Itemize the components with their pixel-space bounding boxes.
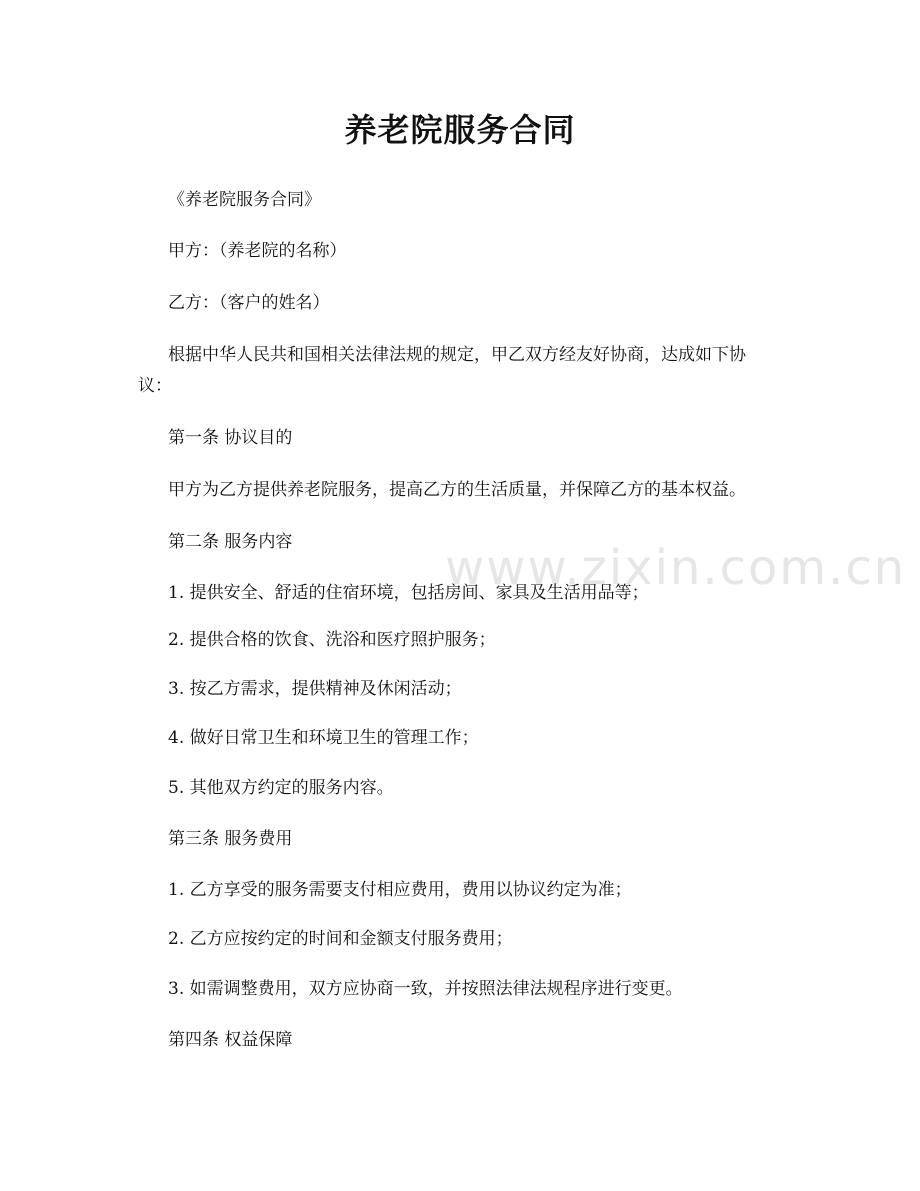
contract-name-line: 《养老院服务合同》	[168, 190, 321, 210]
watermark: www.zixin.com.cn	[445, 540, 907, 596]
article-2-heading: 第二条 服务内容	[168, 532, 293, 552]
article-1-body: 甲方为乙方提供养老院服务，提高乙方的生活质量，并保障乙方的基本权益。	[168, 480, 746, 500]
article-3-item-3: 3. 如需调整费用，双方应协商一致，并按照法律法规程序进行变更。	[168, 979, 683, 999]
article-2-item-1: 1. 提供安全、舒适的住宿环境，包括房间、家具及生活用品等；	[168, 583, 649, 603]
article-2-item-4: 4. 做好日常卫生和环境卫生的管理工作；	[168, 728, 479, 748]
article-1-heading: 第一条 协议目的	[168, 428, 293, 448]
document-title: 养老院服务合同	[344, 111, 576, 149]
article-3-heading: 第三条 服务费用	[168, 829, 293, 849]
party-a-line: 甲方：（养老院的名称）	[168, 241, 347, 261]
article-2-item-5: 5. 其他双方约定的服务内容。	[168, 778, 394, 798]
article-3-item-2: 2. 乙方应按约定的时间和金额支付服务费用；	[168, 929, 513, 949]
party-b-line: 乙方：（客户的姓名）	[168, 293, 330, 313]
article-3-item-1: 1. 乙方享受的服务需要支付相应费用，费用以协议约定为准；	[168, 880, 632, 900]
article-4-heading: 第四条 权益保障	[168, 1030, 293, 1050]
article-2-item-2: 2. 提供合格的饮食、洗浴和医疗照护服务；	[168, 630, 496, 650]
preamble-line-2: 议：	[138, 376, 172, 396]
article-2-item-3: 3. 按乙方需求，提供精神及休闲活动；	[168, 679, 462, 699]
preamble-line-1: 根据中华人民共和国相关法律法规的规定，甲乙双方经友好协商，达成如下协	[168, 345, 746, 365]
